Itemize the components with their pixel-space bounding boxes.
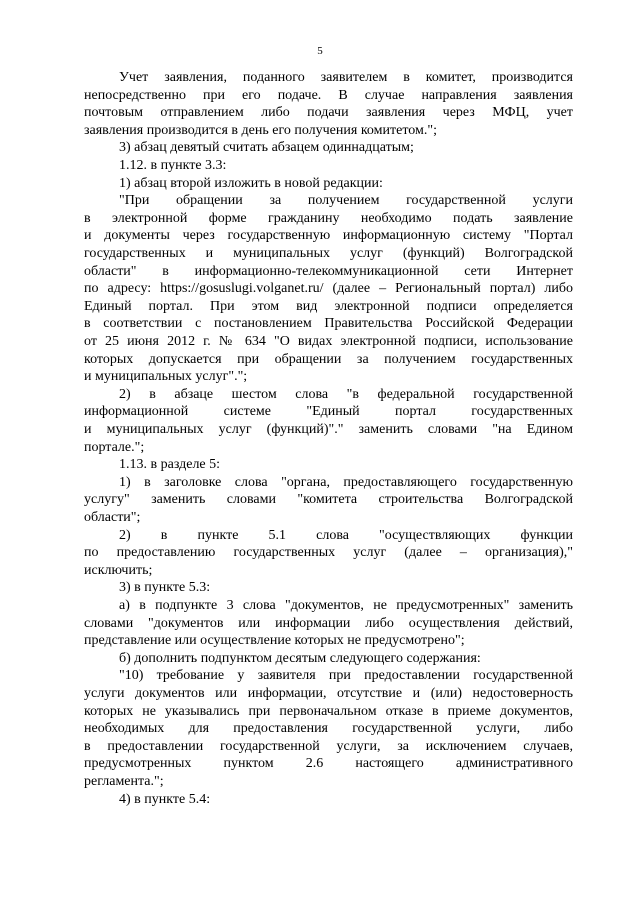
- text-line: непосредственно при его подаче. В случае направления заявления: [84, 87, 573, 103]
- text-line: в предоставлении государственной услуги, за исключением случаев,: [84, 738, 573, 754]
- text-line: по предоставлению государственных услуг (далее – организация),": [84, 545, 573, 561]
- text-line: информационной системе "Единый портал государственных: [84, 404, 573, 420]
- text-line: 1) в заголовке слова "органа, предоставляющего государственную: [119, 474, 573, 490]
- text-line: регламента.";: [84, 774, 164, 789]
- text-line: 3) абзац девятый считать абзацем одиннадцатым;: [119, 140, 414, 156]
- text-line: "10) требование у заявителя при предоставлении государственной: [119, 668, 573, 684]
- text-line: 3) в пункте 5.3:: [119, 580, 211, 596]
- text-line: словами "документов или информации либо осуществления действий,: [84, 615, 573, 631]
- text-line: а) в подпункте 3 слова "документов, не предусмотренных" заменить: [119, 598, 573, 613]
- text-line: "При обращении за получением государственной услуги: [119, 193, 573, 209]
- text-line: 1.13. в разделе 5:: [119, 457, 221, 473]
- text-line: услуги документов или информации, отсутствие и (или) недостоверность: [84, 686, 573, 701]
- text-line: которых допускается при обращении за получением государственных: [84, 351, 573, 367]
- text-line: в электронной форме гражданину необходимо подать заявление: [84, 210, 573, 226]
- text-line: 1) абзац второй изложить в новой редакции:: [119, 175, 383, 191]
- text-line: предусмотренных пунктом 2.6 настоящего административного: [84, 756, 573, 772]
- text-line: портале.";: [84, 439, 145, 455]
- text-line: от 25 июня 2012 г. № 634 "О видах электронной подписи, использование: [84, 334, 573, 349]
- text-line: представление или осуществление которых не предусмотрено";: [84, 633, 465, 649]
- text-line: 2) в абзаце шестом слова "в федеральной государственной: [119, 386, 573, 402]
- text-line: необходимых для предоставления государственной услуги, либо: [84, 721, 573, 737]
- text-line: исключить;: [84, 562, 153, 578]
- text-line: почтовым отправлением либо подачи заявления через МФЦ, учет: [84, 105, 573, 121]
- text-line: 1.12. в пункте 3.3:: [119, 158, 227, 173]
- text-line: б) дополнить подпунктом десятым следующего содержания:: [119, 650, 481, 666]
- text-line: области" в информационно-телекоммуникационной сети Интернет: [84, 263, 573, 279]
- text-line: по адресу: https://gosuslugi.volganet.ru/ (далее – Региональный портал) либо: [84, 281, 573, 297]
- text-line: услугу" заменить словами "комитета строительства Волгоградской: [84, 492, 573, 508]
- text-line: Учет заявления, поданного заявителем в комитет, производится: [119, 70, 573, 85]
- text-line: области";: [84, 510, 141, 525]
- text-line: которых не указывались при первоначальном отказе в приеме документов,: [84, 703, 573, 719]
- page-number: 5: [317, 45, 323, 57]
- text-line: государственных и муниципальных услуг (функций) Волгоградской: [84, 246, 573, 261]
- text-line: в соответствии с постановлением Правительства Российской Федерации: [84, 316, 573, 332]
- text-line: Единый портал. При этом вид электронной подписи определяется: [84, 298, 573, 314]
- text-line: и муниципальных услуг (функций)"." заменить словами "на Едином: [84, 422, 573, 437]
- text-line: 2) в пункте 5.1 слова "осуществляющих функции: [119, 527, 573, 543]
- text-line: и муниципальных услуг".";: [84, 369, 248, 385]
- text-line: и документы через государственную информационную систему "Портал: [84, 228, 573, 244]
- text-line: заявления производится в день его получения комитетом.";: [84, 122, 437, 138]
- text-line: 4) в пункте 5.4:: [119, 791, 211, 807]
